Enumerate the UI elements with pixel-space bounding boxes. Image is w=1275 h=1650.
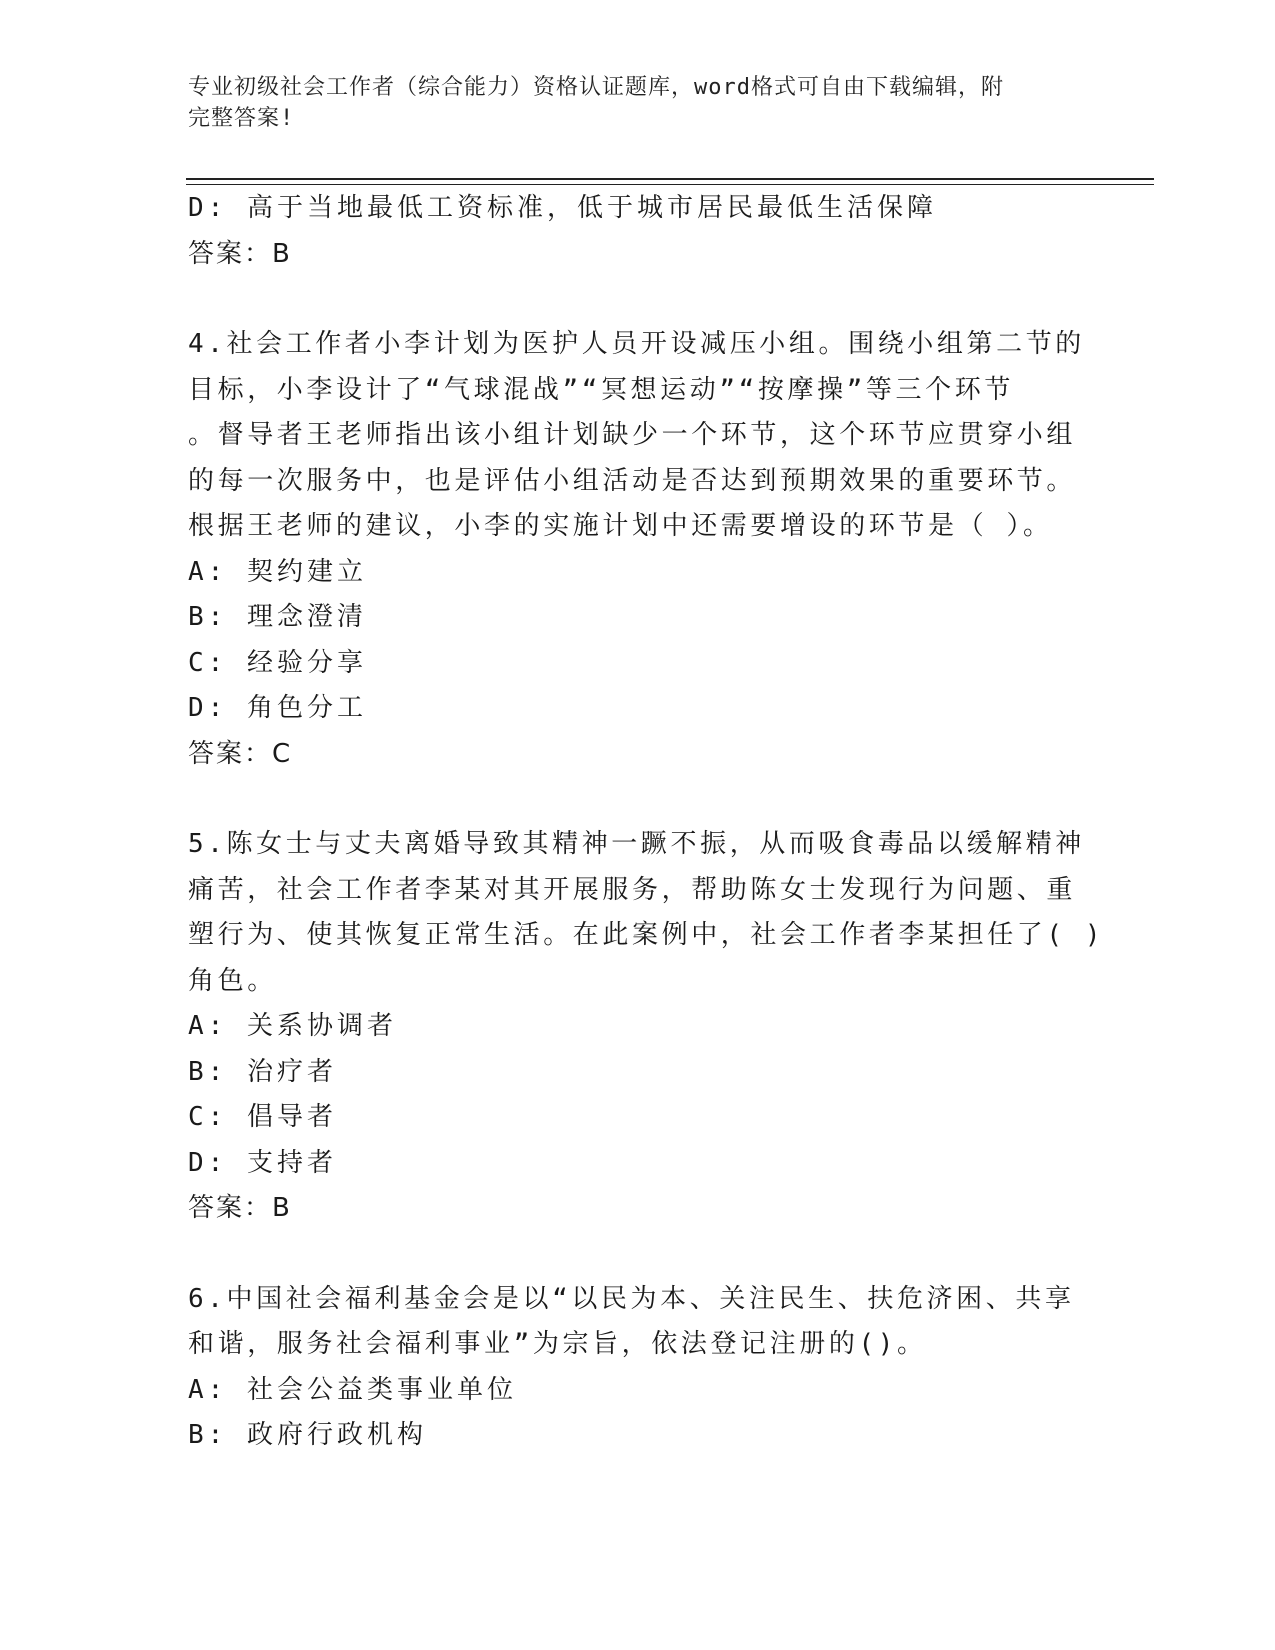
question-4 bbox=[188, 322, 1088, 777]
question-line: 根据王老师的建议，小李的实施计划中还需要增设的环节是（ ）。 bbox=[188, 511, 1053, 541]
prev-question-tail bbox=[188, 186, 1088, 277]
option-a: A: 社会公益类事业单位 bbox=[188, 1374, 517, 1405]
question-line: 。督导者王老师指出该小组计划缺少一个环节，这个环节应贯穿小组 bbox=[188, 420, 1077, 450]
header-rule-thick bbox=[186, 178, 1154, 180]
question-text bbox=[188, 822, 1105, 1004]
option-c: C: 经验分享 bbox=[188, 647, 367, 678]
option-a: A: 契约建立 bbox=[188, 556, 367, 587]
question-line: 角色。 bbox=[188, 965, 277, 996]
option-d: D: 支持者 bbox=[188, 1147, 337, 1178]
question-line: 塑行为、使其恢复正常生活。在此案例中，社会工作者李某担任了( ) bbox=[188, 920, 1105, 950]
option-c: C: 倡导者 bbox=[188, 1102, 337, 1132]
question-line: 4.社会工作者小李计划为医护人员开设减压小组。围绕小组第二节的 bbox=[188, 329, 1085, 359]
spacer bbox=[188, 777, 1088, 822]
spacer bbox=[188, 277, 1088, 322]
spacer bbox=[188, 1232, 1088, 1277]
option-d: D: 高于当地最低工资标准，低于城市居民最低生活保障 bbox=[188, 193, 937, 223]
option-a: A: 关系协调者 bbox=[188, 1011, 397, 1041]
question-5 bbox=[188, 822, 1105, 1232]
option-b: B: 理念澄清 bbox=[188, 602, 367, 632]
answer: 答案：B bbox=[188, 1193, 292, 1223]
option-b: B: 治疗者 bbox=[188, 1056, 337, 1087]
question-line: 的每一次服务中，也是评估小组活动是否达到预期效果的重要环节。 bbox=[188, 465, 1077, 496]
question-line: 6.中国社会福利基金会是以“以民为本、关注民生、扶危济困、共享 bbox=[188, 1283, 1075, 1314]
answer: 答案：C bbox=[188, 738, 293, 769]
question-text bbox=[188, 1277, 1088, 1368]
question-line: 和谐，服务社会福利事业”为宗旨，依法登记注册的()。 bbox=[188, 1329, 927, 1359]
answer: 答案：B bbox=[188, 238, 292, 269]
document-header bbox=[188, 72, 1068, 134]
option-d: D: 角色分工 bbox=[188, 693, 367, 723]
header-line-1: 专业初级社会工作者（综合能力）资格认证题库，word格式可自由下载编辑，附 bbox=[188, 75, 1004, 100]
question-text bbox=[188, 322, 1088, 550]
question-line: 痛苦，社会工作者李某对其开展服务，帮助陈女士发现行为问题、重 bbox=[188, 874, 1077, 905]
header-line-2: 完整答案! bbox=[188, 106, 295, 131]
document-body bbox=[188, 186, 1105, 1459]
question-line: 目标，小李设计了“气球混战”“冥想运动”“按摩操”等三个环节 bbox=[188, 374, 1014, 405]
option-b: B: 政府行政机构 bbox=[188, 1420, 427, 1450]
header-rule-thin bbox=[186, 184, 1154, 185]
question-6 bbox=[188, 1277, 1088, 1459]
question-line: 5.陈女士与丈夫离婚导致其精神一蹶不振，从而吸食毒品以缓解精神 bbox=[188, 829, 1085, 859]
